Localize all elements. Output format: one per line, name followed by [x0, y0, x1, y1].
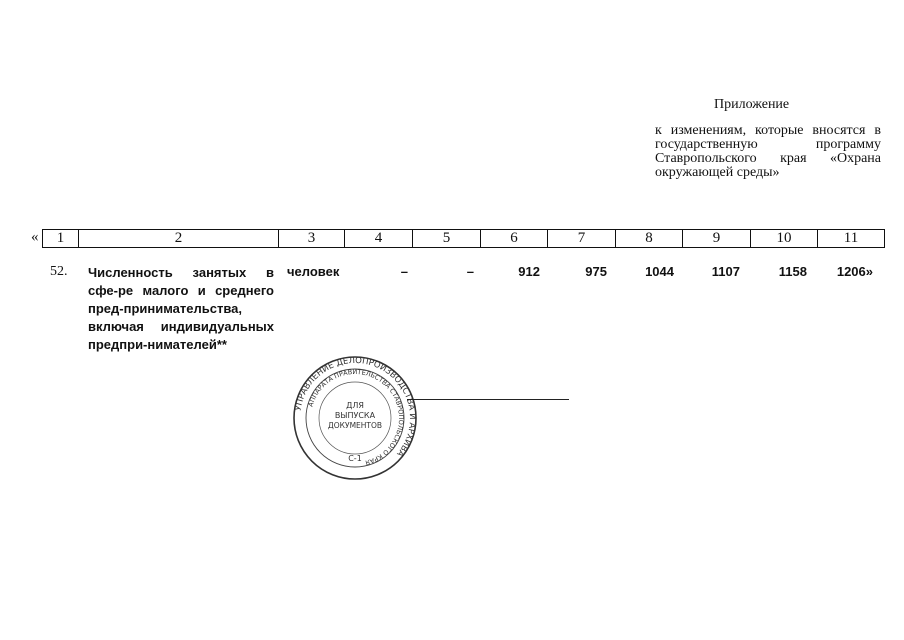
- column-header: 6: [481, 230, 548, 248]
- value-col-5: –: [466, 264, 474, 279]
- appendix-title: Приложение: [714, 97, 790, 112]
- official-stamp: [292, 355, 418, 481]
- column-header: 11: [818, 230, 885, 248]
- column-header: 10: [751, 230, 818, 248]
- column-header: 1: [43, 230, 79, 248]
- stamp-center-line1: ДЛЯ: [346, 401, 364, 410]
- row-number: 52.: [50, 264, 68, 279]
- stamp-center-line2: ВЫПУСКА: [334, 411, 376, 420]
- indicator-name: Численность занятых в сфе-ре малого и среднего пред-принимательства, включая индивидуальных предпри-нимателей**: [88, 265, 274, 352]
- table-row: [43, 230, 885, 248]
- value-col-10: 1158: [778, 264, 807, 279]
- value-col-9: 1107: [711, 264, 740, 279]
- value-col-6: 912: [518, 264, 540, 279]
- value-col-7: 975: [585, 264, 607, 279]
- value-col-4: –: [400, 264, 408, 279]
- unit-of-measure: человек: [287, 264, 340, 279]
- signature-line: [407, 399, 569, 400]
- opening-quote: «: [31, 229, 39, 245]
- value-col-8: 1044: [645, 264, 674, 279]
- column-header: 5: [413, 230, 481, 248]
- column-header: 2: [79, 230, 279, 248]
- column-header: 4: [345, 230, 413, 248]
- stamp-inner-text: АППАРАТА ПРАВИТЕЛЬСТВА СТАВРОПОЛЬСКОГО КРАЯ: [306, 367, 406, 467]
- stamp-center-line3: ДОКУМЕНТОВ: [327, 421, 383, 430]
- stamp-code: С-1: [348, 454, 362, 463]
- value-col-11: 1206»: [836, 264, 873, 279]
- stamp-outer-text: УПРАВЛЕНИЕ ДЕЛОПРОИЗВОДСТВА И АРХИВА: [293, 355, 418, 459]
- appendix-subtitle: к изменениям, которые вносятся в государственную программу Ставропольского края «Охрана окружающей среды»: [655, 123, 881, 180]
- column-header: 7: [548, 230, 616, 248]
- column-header: 8: [616, 230, 683, 248]
- column-number-header: [42, 229, 885, 248]
- column-header: 3: [279, 230, 345, 248]
- column-header: 9: [683, 230, 751, 248]
